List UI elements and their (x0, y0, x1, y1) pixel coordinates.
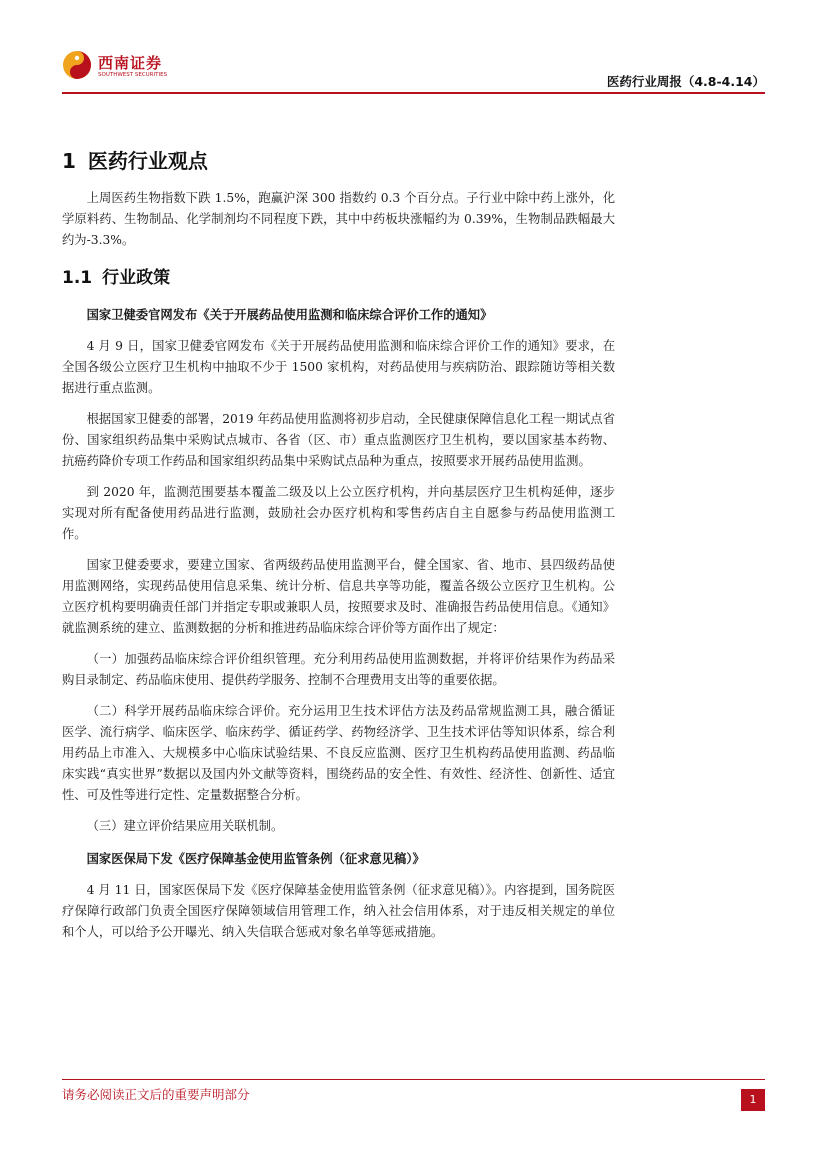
news-paragraph: 4 月 11 日，国家医保局下发《医疗保障基金使用监管条例（征求意见稿）》。内容提到，国务院医疗保障行政部门负责全国医疗保障领域信用管理工作，纳入社会信用体系，对于违反相关规定的单位和个人，可以给予公开曝光、纳入失信联合惩戒对象名单等惩戒措施。 (62, 883, 615, 939)
policy-item: （一）加强药品临床综合评价组织管理。充分利用药品使用监测数据，并将评价结果作为药品采购目录制定、药品临床使用、提供药学服务、控制不合理费用支出等的重要依据。 (62, 652, 615, 687)
news-paragraph: 国家卫健委要求，要建立国家、省两级药品使用监测平台，健全国家、省、地市、县四级药品使用监测网络，实现药品使用信息采集、统计分析、信息共享等功能，覆盖各级公立医疗卫生机构。公立医疗机构要明确责任部门并指定专职或兼职人员，按照要求及时、准确报告药品使用信息。《通知》就监测系统的建立、监测数据的分析和推进药品临床综合评价等方面作出了规定： (62, 558, 615, 635)
news-paragraph: 到 2020 年，监测范围要基本覆盖二级及以上公立医疗机构，并向基层医疗卫生机构延伸，逐步实现对所有配备使用药品进行监测，鼓励社会办医疗机构和零售药店自主自愿参与药品使用监测工作。 (62, 485, 615, 541)
news-paragraph: 根据国家卫健委的部署，2019 年药品使用监测将初步启动，全民健康保障信息化工程一期试点省份、国家组织药品集中采购试点城市、各省（区、市）重点监测医疗卫生机构，要以国家基本药物、抗癌药降价专项工作药品和国家组织药品集中采购试点品种为重点，按照要求开展药品使用监测。 (62, 412, 615, 468)
subsection-number: 1.1 (62, 268, 93, 288)
subsection-title: 行业政策 (102, 268, 171, 288)
news-heading: 国家卫健委官网发布《关于开展药品使用监测和临床综合评价工作的通知》 (86, 308, 493, 322)
footer-divider (62, 1079, 765, 1080)
report-title: 医药行业周报（4.8-4.14） (606, 74, 765, 89)
page-number: 1 (741, 1089, 765, 1111)
news-heading: 国家医保局下发《医疗保障基金使用监管条例（征求意见稿）》 (86, 852, 425, 866)
page-header (0, 0, 827, 95)
section-heading (62, 148, 615, 174)
section-number: 1 (62, 149, 76, 173)
company-logo (62, 50, 172, 84)
logo-chinese-name: 西南证券 (98, 54, 163, 72)
intro-paragraph: 上周医药生物指数下跌 1.5%，跑赢沪深 300 指数约 0.3 个百分点。子行业中除中药上涨外，化学原料药、生物制品、化学制剂均不同程度下跌，其中中药板块涨幅约为 0.39%，生物制品跌幅最大约为-3.3%。 (62, 191, 615, 247)
subsection-heading (62, 267, 615, 289)
policy-item: （三）建立评价结果应用关联机制。 (86, 819, 284, 833)
disclaimer-note: 请务必阅读正文后的重要声明部分 (62, 1087, 250, 1102)
logo-mark-icon (62, 50, 92, 80)
main-content (62, 148, 615, 943)
policy-item: （二）科学开展药品临床综合评价。充分运用卫生技术评估方法及药品常规监测工具，融合循证医学、流行病学、临床医学、临床药学、循证药学、药物经济学、卫生技术评估等知识体系，综合利用药品上市准入、大规模多中心临床试验结果、不良反应监测、医疗卫生机构药品使用监测、药品临床实践“真实世界”数据以及国内外文献等资料，围绕药品的安全性、有效性、经济性、创新性、适宜性、可及性等进行定性、定量数据整合分析。 (62, 704, 615, 802)
news-paragraph: 4 月 9 日，国家卫健委官网发布《关于开展药品使用监测和临床综合评价工作的通知》要求，在全国各级公立医疗卫生机构中抽取不少于 1500 家机构，对药品使用与疾病防治、跟踪随访等相关数据进行重点监测。 (62, 339, 615, 395)
logo-english-name: SOUTHWEST SECURITIES (98, 72, 168, 78)
section-title: 医药行业观点 (87, 149, 208, 173)
header-divider (62, 92, 765, 94)
